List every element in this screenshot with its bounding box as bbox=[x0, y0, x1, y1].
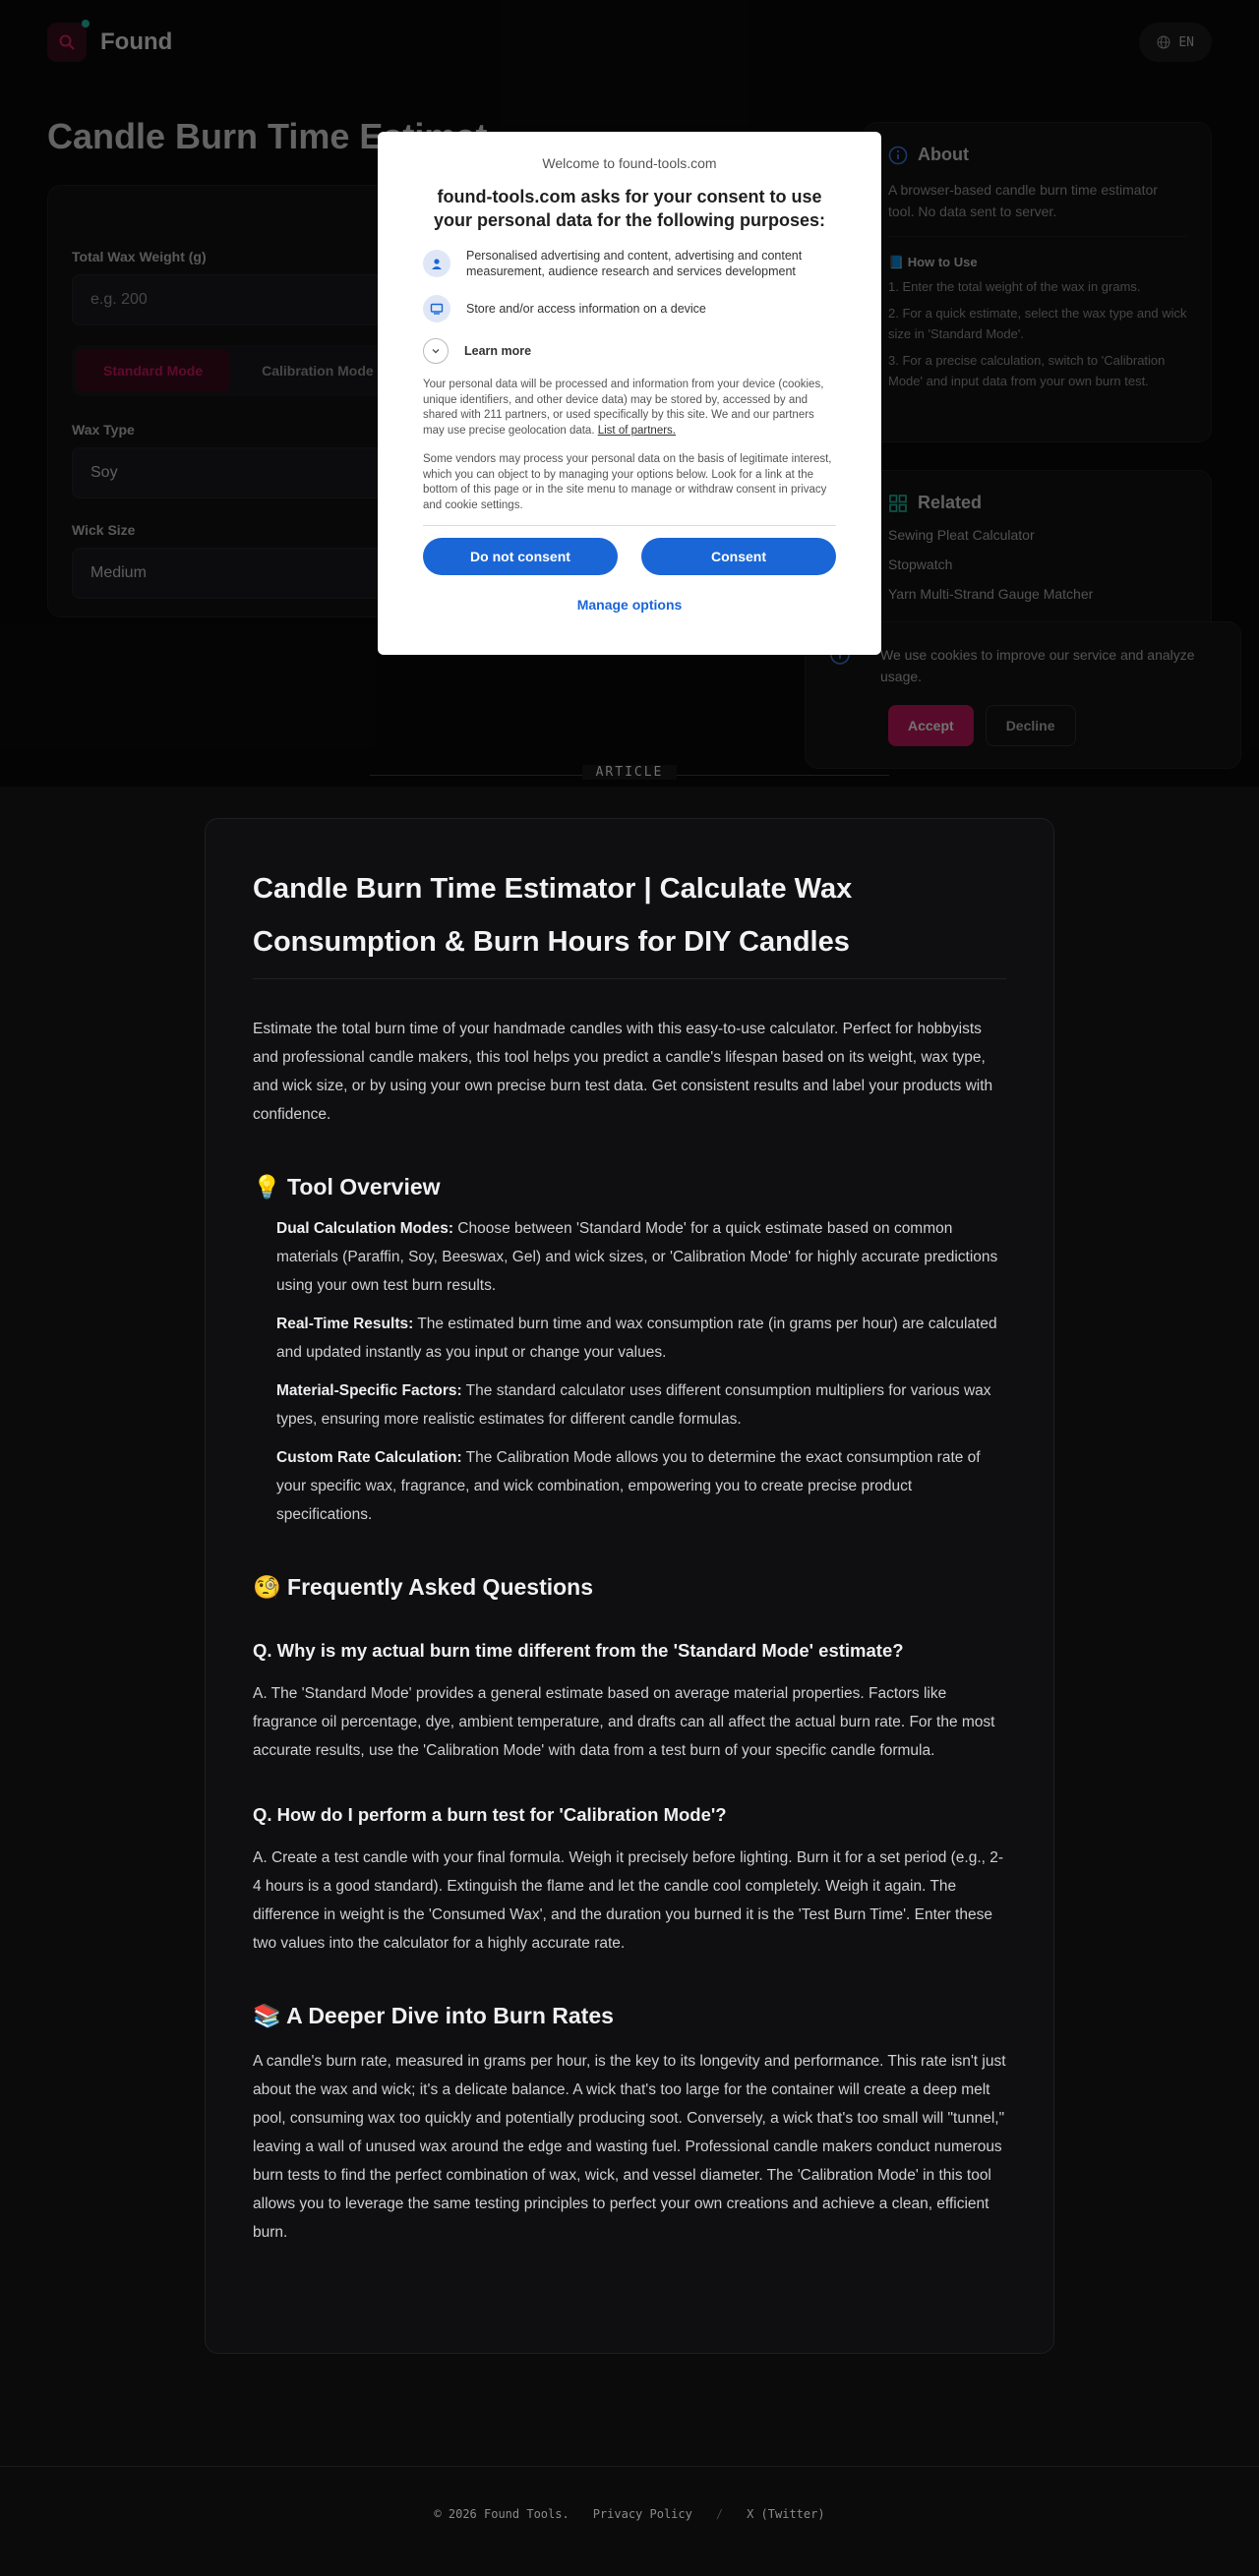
site-footer bbox=[0, 2507, 1259, 2521]
feature-text: The estimated burn time and wax consumption rate (in grams per hour) are calculated and updated instantly as you input or change your values. bbox=[276, 1316, 997, 1361]
consent-dialog bbox=[378, 132, 881, 655]
feature-item bbox=[253, 1214, 1006, 1300]
consent-button[interactable]: Consent bbox=[641, 538, 836, 575]
article-title: Candle Burn Time Estimator | Calculate Wax Consumption & Burn Hours for DIY Candles bbox=[253, 862, 1006, 979]
feature-list bbox=[253, 1214, 1006, 1529]
faq-question: Q. Why is my actual burn time different from the 'Standard Mode' estimate? bbox=[253, 1640, 904, 1661]
modal-divider bbox=[423, 525, 836, 526]
purpose-text: Store and/or access information on a device bbox=[466, 302, 706, 316]
consent-buttons bbox=[423, 538, 836, 575]
article-card bbox=[205, 818, 1054, 2354]
deeper-dive-heading: 📚 A Deeper Dive into Burn Rates bbox=[253, 2003, 614, 2028]
purpose-item bbox=[423, 248, 836, 279]
manage-options-link[interactable]: Manage options bbox=[576, 597, 683, 613]
chevron-down-icon bbox=[423, 338, 449, 364]
feature-text: The standard calculator uses different consumption multipliers for various wax types, ensuring more realistic estimates for different candle formulas. bbox=[276, 1382, 991, 1428]
feature-item bbox=[253, 1310, 1006, 1367]
article-intro: Estimate the total burn time of your handmade candles with this easy-to-use calculator. Perfect for hobbyists and professional candle makers, this tool helps you predict a candle's lifespan based on its weight, wax type, and wick size, or by using your own precise burn test data. Get consistent results and label your products with confidence. bbox=[253, 1021, 993, 1123]
feature-item bbox=[253, 1376, 1006, 1434]
article-label-text: ARTICLE bbox=[582, 765, 678, 780]
faq-heading: 🧐 Frequently Asked Questions bbox=[253, 1574, 594, 1600]
article-label bbox=[0, 765, 1259, 780]
purpose-item bbox=[423, 295, 836, 322]
feature-name: Custom Rate Calculation: bbox=[276, 1449, 462, 1466]
learn-more-toggle[interactable] bbox=[423, 338, 836, 364]
deeper-dive-text: A candle's burn rate, measured in grams per hour, is the key to its longevity and performance. This rate isn't just about the wax and wick; it's a delicate balance. A wick that's too large for the container will create a deep melt pool, consuming wax too quickly and potentially producing soot. Conversely, a wick that's too small will "tunnel," leaving a wall of unused wax around the edge and wasting fuel. Professional candle makers conduct numerous burn tests to find the perfect combination of wax, wick, and vessel diameter. The 'Calibration Mode' in this tool allows you to leverage the same testing principles to perfect your own creations and achieve a clean, efficient burn. bbox=[253, 2053, 1006, 2241]
feature-name: Dual Calculation Modes: bbox=[276, 1220, 453, 1237]
faq-answer: A. The 'Standard Mode' provides a general estimate based on average material properties. Factors like fragrance oil percentage, dye, ambient temperature, and drafts can all affect the actual burn rate. For the most accurate results, use the 'Calibration Mode' with data from a test burn of your specific candle formula. bbox=[253, 1685, 995, 1759]
twitter-link[interactable]: X (Twitter) bbox=[747, 2507, 825, 2521]
feature-name: Material-Specific Factors: bbox=[276, 1382, 462, 1399]
footer-divider bbox=[0, 2466, 1259, 2467]
learn-more-label: Learn more bbox=[464, 344, 532, 358]
person-icon bbox=[423, 250, 450, 277]
device-icon bbox=[423, 295, 450, 322]
consent-paragraph bbox=[423, 378, 836, 439]
purpose-text: Personalised advertising and content, advertising and content measurement, audience research and services development bbox=[466, 249, 803, 278]
footer-separator: / bbox=[715, 2507, 724, 2521]
faq-question: Q. How do I perform a burn test for 'Calibration Mode'? bbox=[253, 1804, 727, 1825]
faq-answer: A. Create a test candle with your final formula. Weigh it precisely before lighting. Burn it for a set period (e.g., 2-4 hours is a good standard). Extinguish the flame and let the candle cool completely. Weigh it again. The difference in weight is the 'Consumed Wax', and the duration you burned it is the 'Test Burn Time'. Enter these two values into the calculator for a highly accurate rate. bbox=[253, 1849, 1004, 1952]
privacy-policy-link[interactable]: Privacy Policy bbox=[592, 2507, 692, 2521]
consent-paragraph-text: Your personal data will be processed and information from your device (cookies, unique identifiers, and other device data) may be stored by, accessed by and shared with 211 partners, or used specifically by this site. We and our partners may use precise geolocation data. bbox=[423, 379, 824, 437]
copyright: © 2026 Found Tools. bbox=[434, 2507, 570, 2521]
feature-text: The Calibration Mode allows you to determine the exact consumption rate of your specific wax, fragrance, and wick combination, empowering you to create precise product specifications. bbox=[276, 1449, 981, 1523]
partners-link[interactable]: List of partners. bbox=[597, 424, 676, 437]
feature-name: Real-Time Results: bbox=[276, 1316, 414, 1332]
consent-heading: found-tools.com asks for your consent to use your personal data for the following purposes: bbox=[433, 187, 826, 230]
consent-welcome: Welcome to found-tools.com bbox=[542, 155, 717, 171]
do-not-consent-button[interactable]: Do not consent bbox=[423, 538, 618, 575]
feature-text: Choose between 'Standard Mode' for a quick estimate based on common materials (Paraffin, Soy, Beeswax, Gel) and wick sizes, or 'Calibration Mode' for highly accurate predictions using your own test burn results. bbox=[276, 1220, 998, 1294]
overview-heading: 💡 Tool Overview bbox=[253, 1174, 441, 1200]
consent-paragraph-2: Some vendors may process your personal data on the basis of legitimate interest, which you can object to by managing your options below. Look for a link at the bottom of this page or in the site menu to manage or withdraw consent in privacy and cookie settings. bbox=[423, 453, 832, 511]
feature-item bbox=[253, 1443, 1006, 1529]
